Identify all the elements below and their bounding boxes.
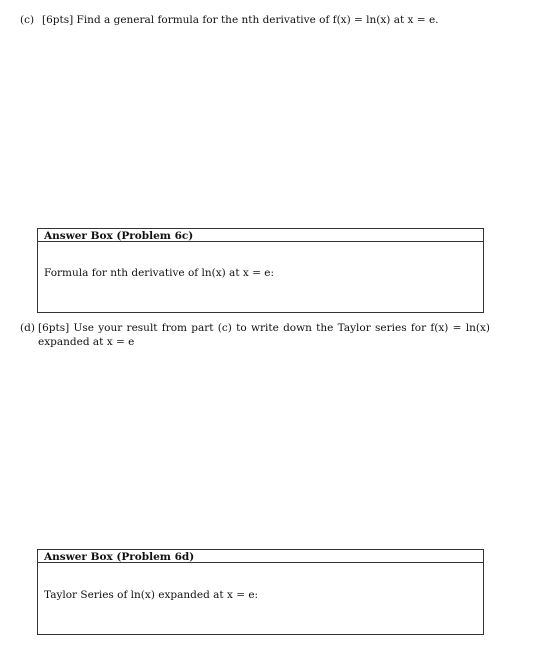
answer-box-6c-prompt: Formula for nth derivative of ln(x) at x = e:: [44, 267, 275, 279]
answer-box-6d-prompt: Taylor Series of ln(x) expanded at x = e:: [44, 589, 259, 601]
answer-box-6d-title: Answer Box (Problem 6d): [38, 550, 483, 563]
answer-box-6c-title: Answer Box (Problem 6c): [38, 229, 483, 242]
problem-6d-label: (d): [20, 322, 35, 334]
problem-6d: [20, 321, 490, 349]
problem-6c-label: (c): [20, 14, 35, 26]
answer-box-6c[interactable]: [37, 228, 484, 313]
answer-box-6d[interactable]: [37, 549, 484, 635]
problem-6c: [20, 13, 520, 27]
problem-6c-text: [6pts] Find a general formula for the nth derivative of f(x) = ln(x) at x = e.: [42, 14, 439, 26]
problem-6d-text: [6pts] Use your result from part (c) to write down the Taylor series for f(x) = ln(x) expanded at x = e: [38, 322, 490, 348]
